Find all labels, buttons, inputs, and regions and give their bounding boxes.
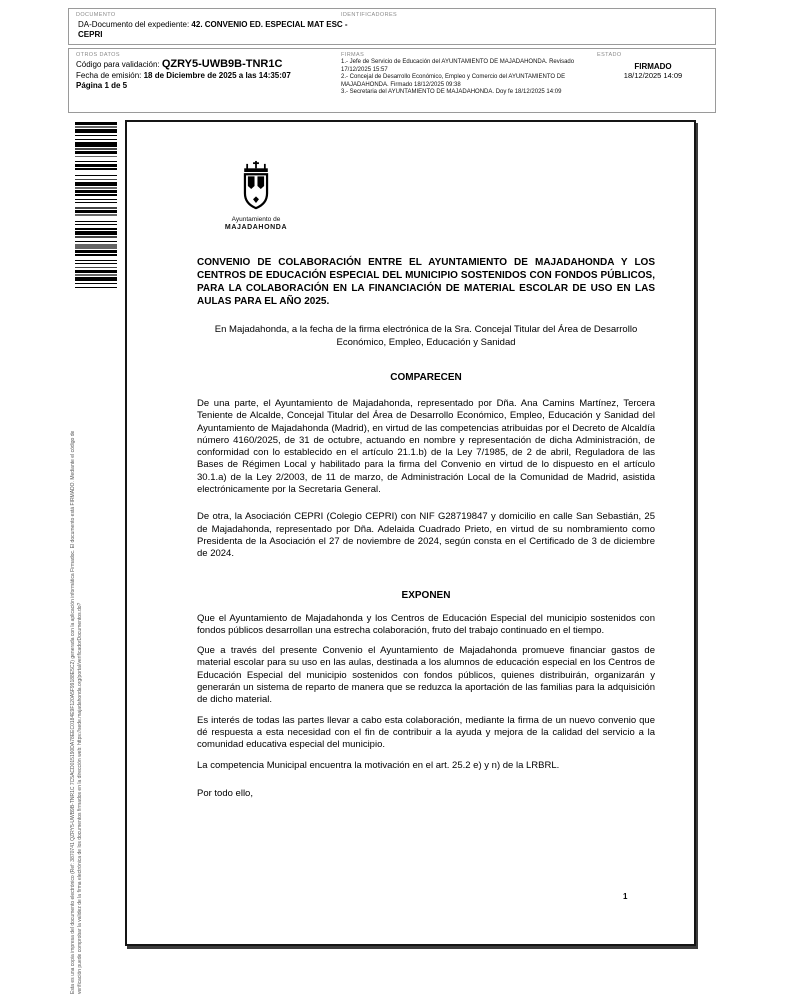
page-number: 1 [623,892,628,901]
closing-line: Por todo ello, [197,787,253,799]
logo-text-line1: Ayuntamiento de [231,216,281,223]
signature-line-1: 1.- Jefe de Servicio de Educación del AYUNTAMIENTO DE MAJADAHONDA. Revisado 17/12/2025 15:57 [341,59,575,73]
firmas-column [341,52,593,97]
expediente-label: DA-Documento del expediente: [78,20,190,29]
paragraph-exponen-3: Es interés de todas las partes llevar a cabo esta colaboración, mediante la firma de un nuevo convenio que dé respuesta a esta necesidad con el fin de contribuir a la ayuda y mejora de la calidad del servicio a la comunidad educativa especial del municipio. [197,714,655,751]
estado-value: FIRMADO [634,62,672,71]
paragraph-comparecen-1: De una parte, el Ayuntamiento de Majadahonda, representado por Dña. Ana Camins Martínez, Tercera Teniente de Alcalde, Concejal Titular del Área de Desarrollo Económico, Empleo, Educación y Sanidad del Ayuntamiento de Majadahonda (Madrid), en virtud de las competencias atribuidas por el Decreto de Alcaldía número 4160/2025, de 31 de octubre, actuando en nombre y representación de dicha Administración, de conformidad con lo establecido en el artículo 21.1.b) de la Ley 7/1985, de 2 de abril, Reguladora de las Bases de Régimen Local y habilitado para la firma del Convenio en virtud de lo dispuesto en el artículo 30.1.a) de la Ley 2/2003, de 11 de marzo, de Administración Local de la Comunidad de Madrid, asistida electrónicamente por la Secretaria General. [197,398,655,496]
document-title: CONVENIO DE COLABORACIÓN ENTRE EL AYUNTAMIENTO DE MAJADAHONDA Y LOS CENTROS DE EDUCACIÓN ESPECIAL DEL MUNICIPIO SOSTENIDOS CON FONDOS PÚBLICOS, PARA LA COLABORACIÓN EN LA FINANCIACIÓN DE MATERIAL ESCOLAR DE USO EN LAS AULAS PARA EL AÑO 2025. [197,257,655,307]
expediente-value: 42. CONVENIO ED. ESPECIAL MAT ESC - CEPRI [78,20,348,39]
validation-label: Código para validación: [76,60,160,69]
estado-datetime: 18/12/2025 14:09 [623,71,683,80]
paragraph-exponen-1: Que el Ayuntamiento de Majadahonda y los Centros de Educación Especial del municipio sostenidos con fondos públicos desarrollan una estrecha colaboración, fruto del trabajo continuado en el tiempo. [197,612,655,636]
signature-line-3: 3.- Secretaria del AYUNTAMIENTO DE MAJADAHONDA. Doy fe 18/12/2025 14:09 [341,89,562,96]
coat-of-arms-icon [230,158,282,214]
paragraph-exponen-2: Que a través del presente Convenio el Ayuntamiento de Majadahonda promueve financiar gastos de material escolar para su uso en las aulas, destinada a los alumnos de educación especial en los Centros de Educación Especial del municipio sostenidos con fondos públicos, quienes distribuirán, organizarán y generarán un sistema de reparto de manera que se reduzca la aportación de las familias para la adquisición de dicho material. [197,645,655,706]
logo-text-line2: MAJADAHONDA [224,224,288,231]
paragraph-comparecen-2: De otra, la Asociación CEPRI (Colegio CEPRI) con NIF G28719847 y domicilio en calle San Sebastián, 25 de Majadahonda, representado por Dña. Adelaida Cuadrado Prieto, en virtud de su nombramiento como Presidenta de la Asociación el 27 de noviembre de 2024, según consta en el Certificado de 3 de diciembre de 2024. [197,511,655,560]
validation-code-row [76,59,336,71]
estado-label: ESTADO [597,52,622,58]
otros-datos-column [76,52,336,92]
sidebar-disclaimer-line2: verificación puede comprobar la validez de la firma electrónica de los documentos firmados en la dirección web: https://sede.majadahonda.org/portal/verificadorDocumentos.do? [76,602,83,994]
document-content [197,256,655,808]
firmas-label: FIRMAS [341,52,365,58]
page-info: Página 1 de 5 [76,81,128,90]
validation-code: QZRY5-UWB9B-TNR1C [161,58,283,70]
heading-comparecen: COMPARECEN [390,372,462,383]
header-meta-box [68,48,716,113]
emission-date-row [76,71,336,82]
estado-column [597,52,709,80]
sidebar-disclaimer [70,134,83,994]
emission-label: Fecha de emisión: [76,70,142,80]
documento-label: DOCUMENTO [76,12,116,18]
identificadores-label: IDENTIFICADORES [341,12,398,18]
sidebar-disclaimer-line1: Esta es una copia impresa del documento electrónico (Ref: 3870741 QZRY5-UWB9B-TNR1C 7C5ACD015190DA78EEC0184E9F120A5F99188E5C2) generada con la aplicación informática Firmadoc. El documento está FIRMADO. Mediante el código de [70,430,76,994]
paragraph-exponen-4: La competencia Municipal encuentra la motivación en el art. 25.2 e) y n) de la LRBRL. [197,759,560,771]
otros-datos-label: OTROS DATOS [76,52,120,58]
signature-line-2: 2.- Concejal de Desarrollo Económico, Empleo y Comercio del AYUNTAMIENTO DE MAJADAHONDA. Firmado 18/12/2025 09:38 [341,74,566,88]
emission-value: 18 de Diciembre de 2025 a las 14:35:07 [143,70,291,80]
heading-exponen: EXPONEN [401,589,451,601]
header-document-box [68,8,716,45]
document-page [125,120,696,946]
expediente-field [78,20,353,40]
majadahonda-logo [211,158,301,232]
document-subtitle: En Majadahonda, a la fecha de la firma electrónica de la Sra. Concejal Titular del Área de Desarrollo Económico, Empleo, Educación y Sanidad [214,324,638,348]
